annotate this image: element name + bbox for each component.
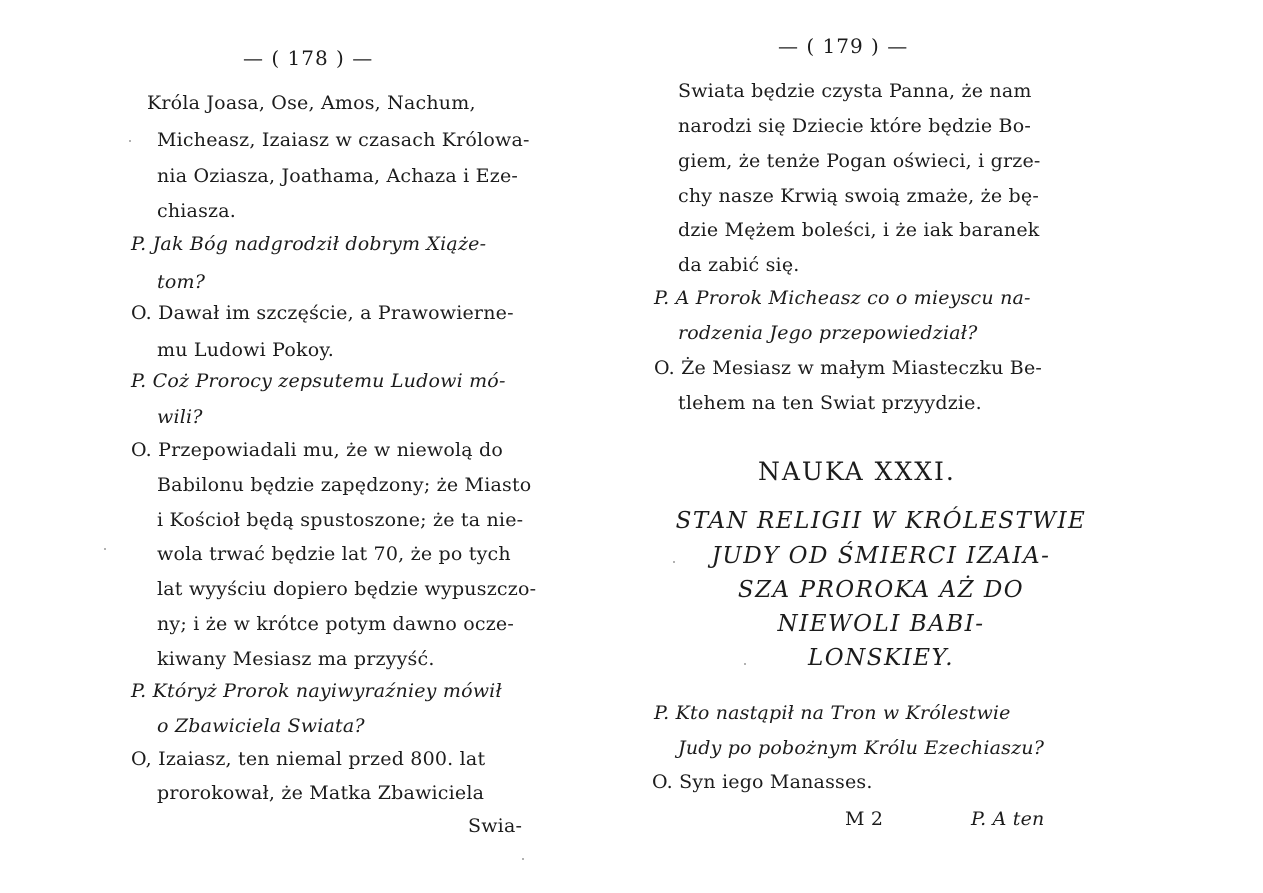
text-line: dzie Mężem boleści, i że iak baranek <box>678 219 1040 241</box>
answer-line: ny; i że w krótce potym dawno ocze- <box>157 613 514 635</box>
signature-mark: M 2 <box>845 808 884 830</box>
answer-line: O. Dawał im szczęście, a Prawowierne- <box>131 302 514 324</box>
text-line: Króla Joasa, Ose, Amos, Nachum, <box>147 92 476 114</box>
page-header-left: — ( 178 ) — <box>243 46 374 70</box>
section-subtitle-line: JUDY OD ŚMIERCI IZAIA- <box>711 543 1051 569</box>
text-line: giem, że tenże Pogan oświeci, i grze- <box>678 150 1041 172</box>
paper-speck <box>673 561 675 563</box>
section-subtitle-line: NIEWOLI BABI- <box>777 611 985 637</box>
page-header-right: — ( 179 ) — <box>778 34 909 58</box>
answer-line: O. Syn iego Manasses. <box>652 771 873 793</box>
paper-speck <box>129 140 131 142</box>
answer-line: kiwany Mesiasz ma przyyść. <box>157 648 435 670</box>
right-page <box>631 0 1263 893</box>
section-subtitle-line: SZA PROROKA AŻ DO <box>737 577 1025 603</box>
question-line: P. Kto nastąpił na Tron w Królestwie <box>654 702 1011 724</box>
answer-line: Babilonu będzie zapędzony; że Miasto <box>157 474 532 496</box>
text-line: nia Oziasza, Joathama, Achaza i Eze- <box>157 165 519 187</box>
answer-line: tlehem na ten Swiat przyydzie. <box>678 392 982 414</box>
answer-line: O. Że Mesiasz w małym Miasteczku Be- <box>654 357 1043 379</box>
question-line: P. A Prorok Micheasz co o mieyscu na- <box>654 287 1031 309</box>
question-line: o Zbawiciela Swiata? <box>157 715 365 737</box>
left-page <box>0 0 631 893</box>
catchword-left: Swia- <box>468 815 523 837</box>
question-line: P. Jak Bóg nadgrodził dobrym Xiąże- <box>131 233 487 255</box>
text-line: Micheasz, Izaiasz w czasach Królowa- <box>157 129 530 151</box>
answer-line: mu Ludowi Pokoy. <box>157 339 334 361</box>
paper-speck <box>744 663 746 665</box>
answer-line: O. Przepowiadali mu, że w niewolą do <box>131 439 504 461</box>
text-line: chiasza. <box>157 200 237 222</box>
section-subtitle-line: STAN RELIGII W KRÓLESTWIE <box>675 508 1087 534</box>
question-line: P. Coż Prorocy zepsutemu Ludowi mó- <box>131 370 506 392</box>
catchword-right: P. A ten <box>971 808 1045 830</box>
text-line: Swiata będzie czysta Panna, że nam <box>678 80 1032 102</box>
text-line: da zabić się. <box>678 254 800 276</box>
text-line: narodzi się Dziecie które będzie Bo- <box>678 115 1031 137</box>
answer-line: i Kościoł będą spustoszone; że ta nie- <box>157 509 524 531</box>
question-line: rodzenia Jego przepowiedział? <box>678 322 978 344</box>
answer-line: prorokował, że Matka Zbawiciela <box>157 782 485 804</box>
answer-line: O, Izaiasz, ten niemal przed 800. lat <box>131 748 486 770</box>
question-line: Judy po pobożnym Królu Ezechiaszu? <box>678 737 1045 759</box>
paper-speck <box>104 548 106 550</box>
question-line: P. Któryż Prorok nayiwyraźniey mówił <box>131 680 502 702</box>
paper-speck <box>522 858 524 860</box>
answer-line: lat wyyściu dopiero będzie wypuszczo- <box>157 578 537 600</box>
question-line: tom? <box>157 271 206 293</box>
text-line: chy nasze Krwią swoią zmaże, że bę- <box>678 185 1039 207</box>
answer-line: wola trwać będzie lat 70, że po tych <box>157 543 511 565</box>
question-line: wili? <box>157 406 203 428</box>
section-title: NAUKA XXXI. <box>758 457 956 486</box>
section-subtitle-line: LONSKIEY. <box>807 645 955 671</box>
